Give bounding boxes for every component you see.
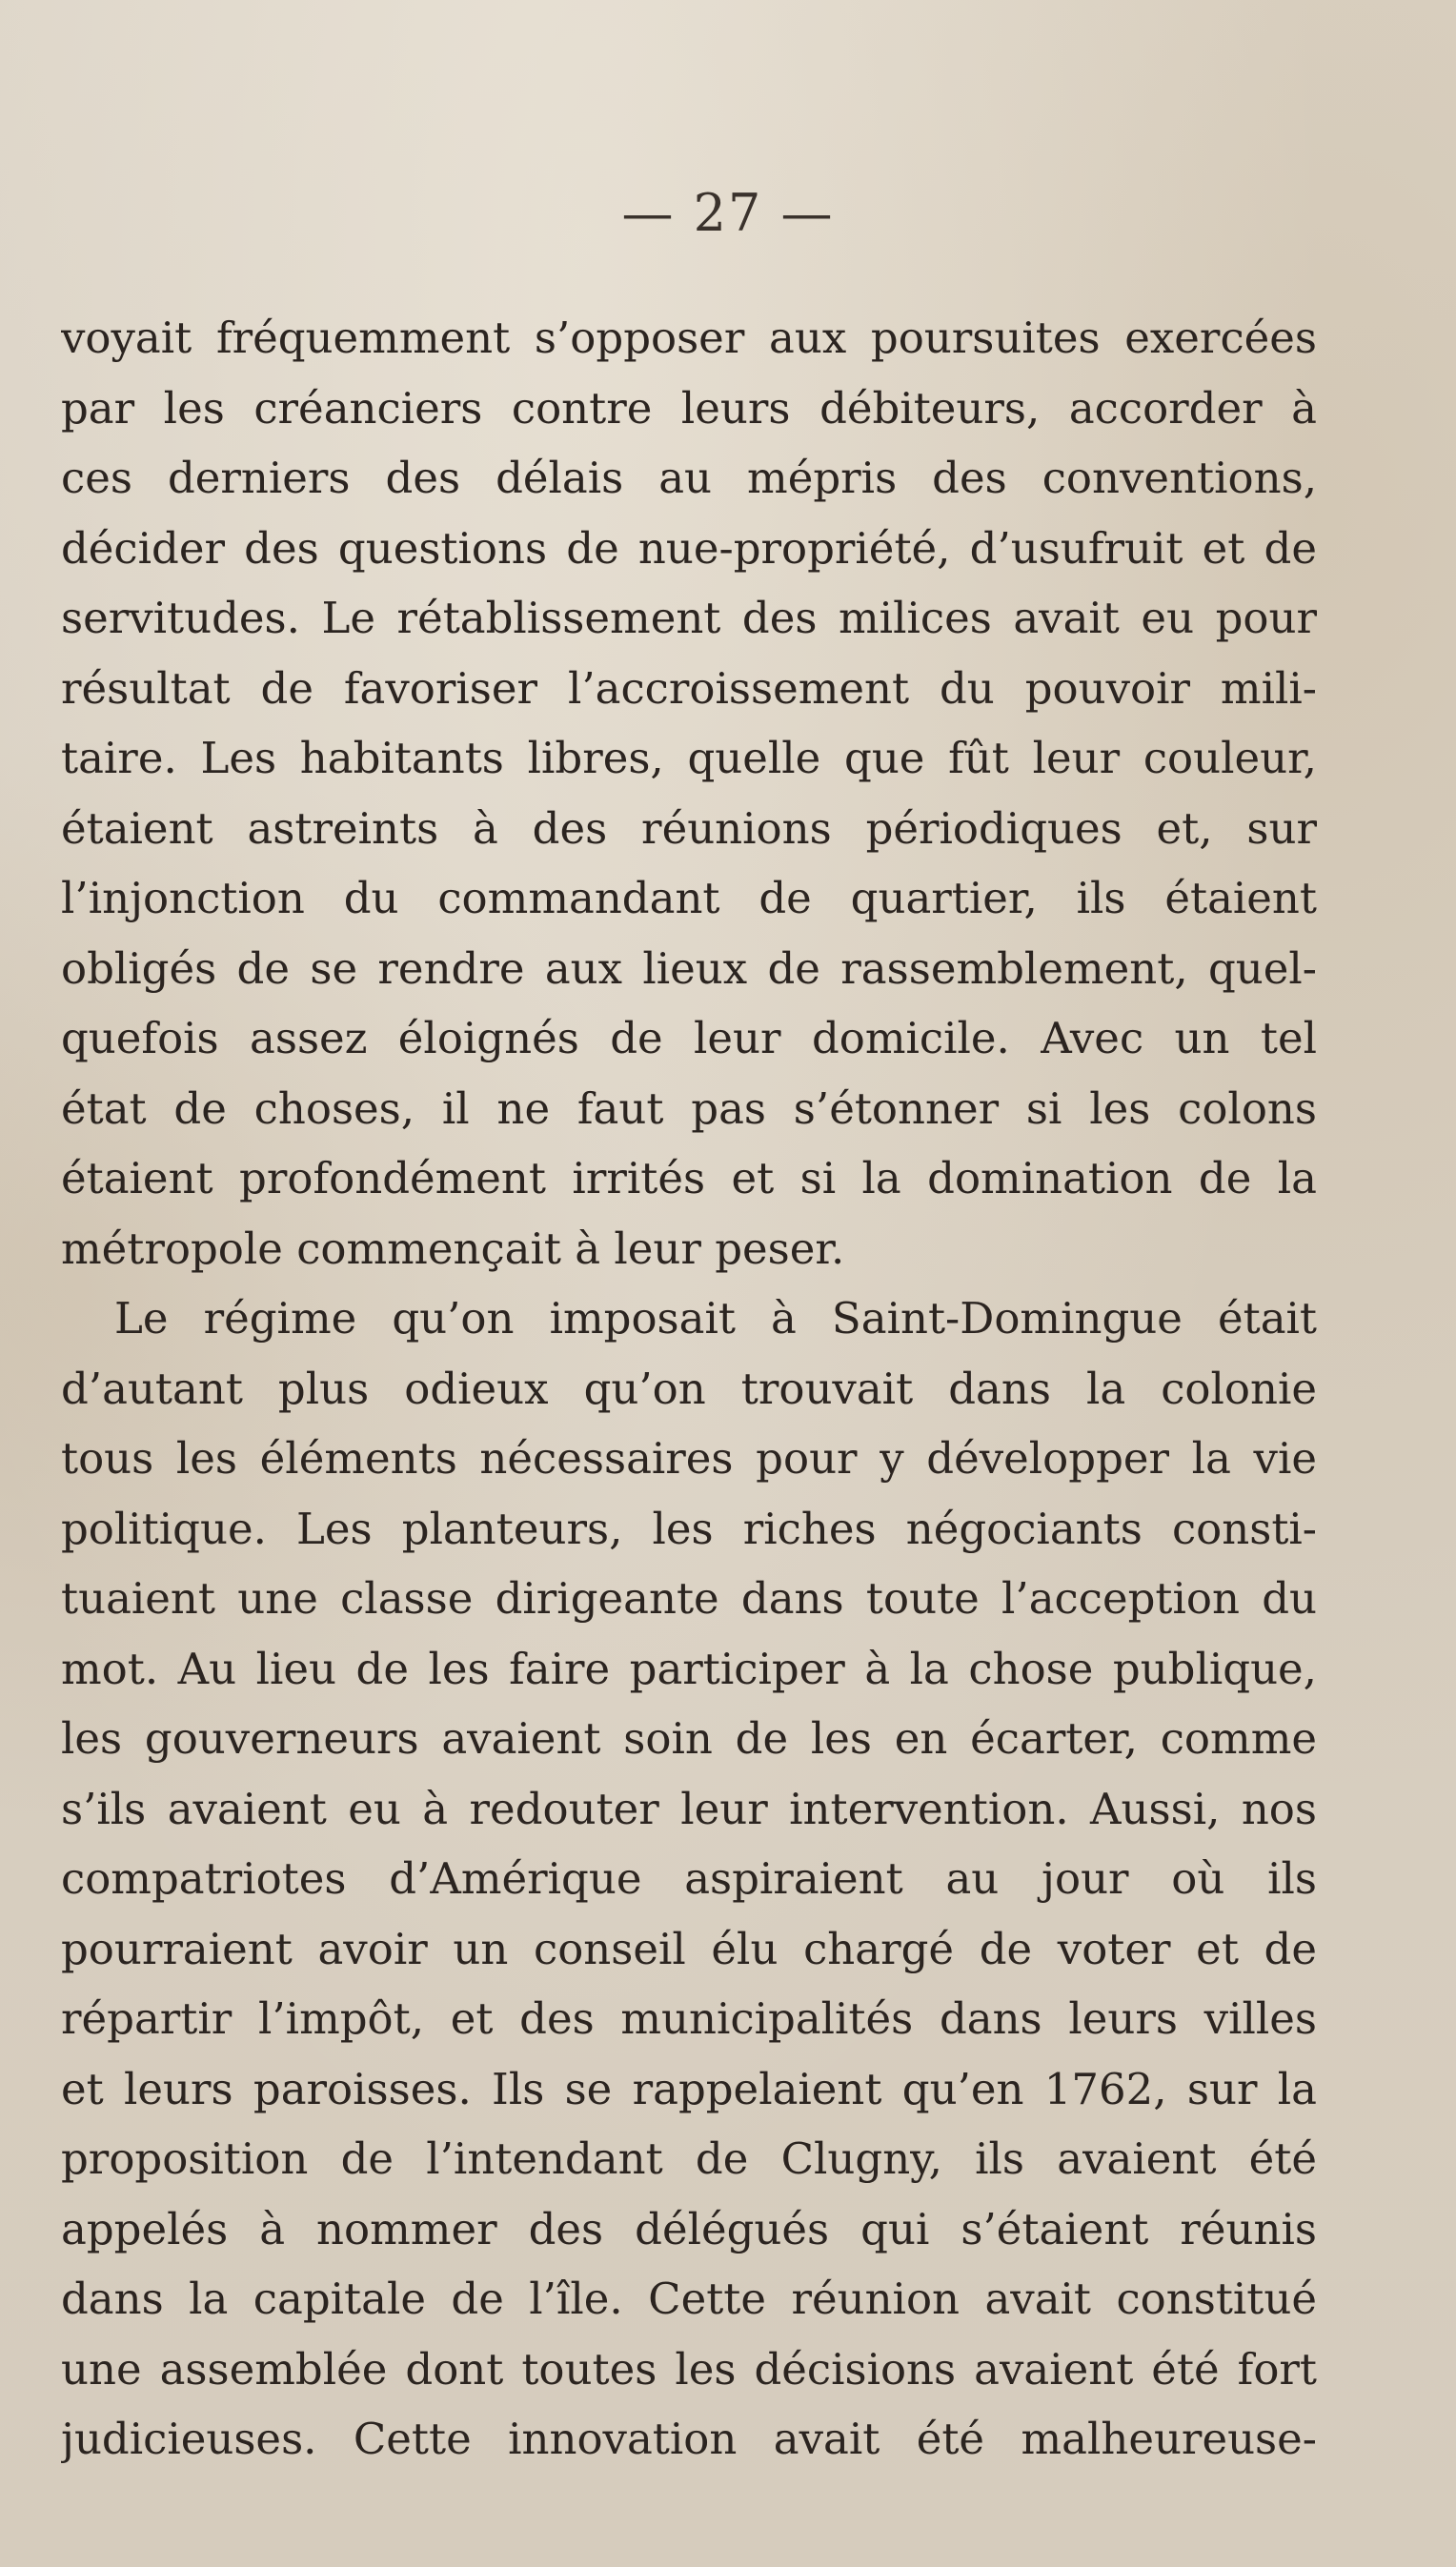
text-line: tous les éléments nécessaires pour y développer la vie [61,1433,1317,1484]
text-line: d’autant plus odieux qu’on trouvait dans la colonie [61,1363,1317,1414]
text-line: dans la capitale de l’île. Cette réunion avait constitué [61,2274,1317,2324]
text-line: judicieuses. Cette innovation avait été malheureuse- [61,2414,1317,2464]
text-line: taire. Les habitants libres, quelle que fût leur couleur, [61,733,1317,783]
text-line: servitudes. Le rétablissement des milices avait eu pour [61,593,1317,643]
text-line: obligés de se rendre aux lieux de rassemblement, quel- [61,942,1317,994]
text-line: par les créanciers contre leurs débiteurs, accorder à [61,382,1317,434]
text-line: ces derniers des délais au mépris des conventions, [61,453,1317,503]
text-line: étaient profondément irrités et si la domination de la [61,1153,1317,1203]
text-line: les gouverneurs avaient soin de les en écarter, comme [61,1713,1317,1764]
text-line: s’ils avaient eu à redouter leur intervention. Aussi, nos [61,1783,1317,1834]
text-line: tuaient une classe dirigeante dans toute l’acception du [61,1573,1317,1624]
page-number: — 27 — [621,183,835,243]
text-line: et leurs paroisses. Ils se rappelaient qu’en 1762, sur la [61,2063,1317,2114]
body-text [61,303,1317,2475]
text-line: décider des questions de nue-propriété, d’usufruit et de [61,522,1317,574]
text-line: pourraient avoir un conseil élu chargé de voter et de [61,1923,1317,1974]
paragraph-1 [61,303,1317,1284]
text-line: proposition de l’intendant de Clugny, ils avaient été [61,2133,1317,2184]
text-line: l’injonction du commandant de quartier, ils étaient [61,873,1317,923]
text-line: mot. Au lieu de les faire participer à la chose publique, [61,1643,1317,1694]
text-line: étaient astreints à des réunions périodiques et, sur [61,802,1317,854]
paragraph-2 [61,1284,1317,2475]
text-line: résultat de favoriser l’accroissement du pouvoir mili- [61,662,1317,714]
text-line: appelés à nommer des délégués qui s’étaient réunis [61,2203,1317,2254]
text-line: une assemblée dont toutes les décisions avaient été fort [61,2343,1317,2395]
text-line: voyait fréquemment s’opposer aux poursuites exercées [61,313,1317,363]
text-line: répartir l’impôt, et des municipalités dans leurs villes [61,1993,1317,2044]
text-line: Le régime qu’on imposait à Saint-Domingue était [114,1293,1317,1344]
text-line: compatriotes d’Amérique aspiraient au jour où ils [61,1853,1317,1904]
text-line: politique. Les planteurs, les riches négociants consti- [61,1503,1317,1554]
text-line: métropole commençait à leur peser. [61,1223,845,1274]
text-line: état de choses, il ne faut pas s’étonner si les colons [61,1082,1317,1134]
text-line: quefois assez éloignés de leur domicile. Avec un tel [61,1013,1317,1063]
